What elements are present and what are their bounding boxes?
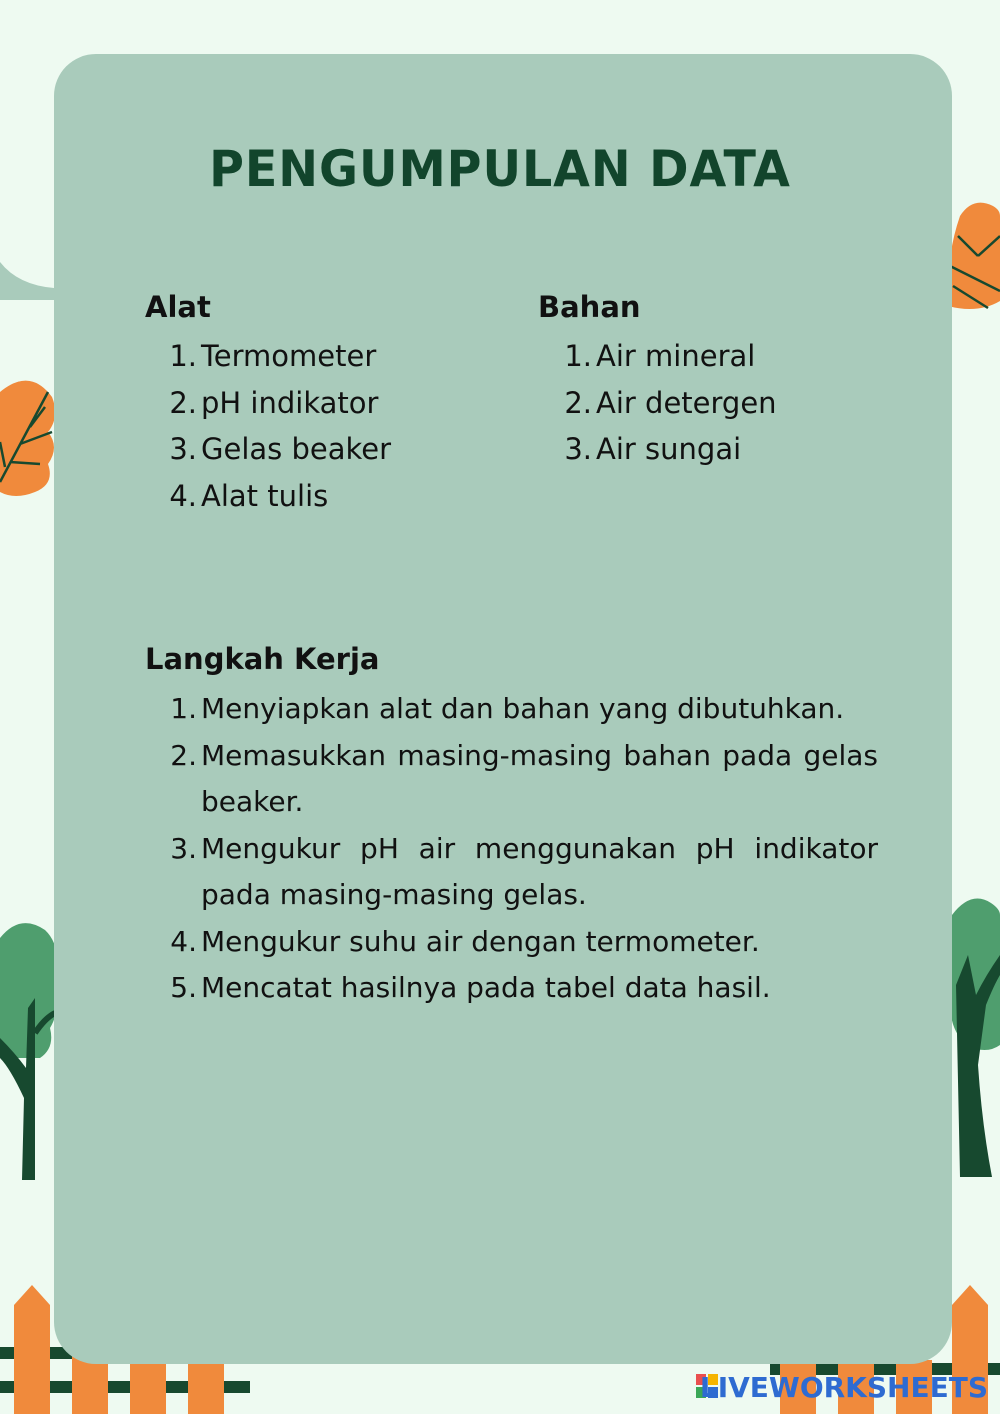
list-item-number: 2.: [169, 385, 197, 420]
list-item-number: 4.: [169, 478, 197, 513]
list-item-text: Mencatat hasilnya pada tabel data hasil.: [201, 971, 771, 1004]
list-item: [540, 380, 880, 427]
list-item-number: 3.: [564, 432, 592, 466]
list-item: [145, 333, 475, 380]
list-item-number: 3.: [169, 432, 197, 466]
list-item-text: Menyiapkan alat dan bahan yang dibutuhkan.: [201, 692, 845, 725]
list-item: [540, 426, 880, 473]
list-item-number: 2.: [564, 385, 592, 420]
list-item-text: Gelas beaker: [201, 432, 392, 466]
list-item-text: Memasukkan masing-masing bahan pada gelas beaker.: [201, 738, 878, 818]
list-item-number: 4.: [170, 924, 197, 958]
langkah-kerja-heading: Langkah Kerja: [145, 642, 380, 676]
list-item-text: Alat tulis: [201, 478, 329, 513]
list-item: [145, 426, 475, 473]
bahan-heading: Bahan: [538, 290, 641, 324]
list-item: [540, 333, 880, 380]
list-item-number: 1.: [564, 339, 592, 373]
list-item-text: Termometer: [201, 339, 377, 373]
list-item-text: Air detergen: [596, 385, 777, 420]
list-item: [145, 380, 475, 427]
list-item: [145, 733, 878, 826]
list-item-number: 1.: [169, 339, 197, 373]
list-item: [145, 919, 878, 966]
list-item-number: 2.: [170, 738, 197, 772]
tree-icon: [946, 895, 1000, 1185]
list-item-number: 3.: [170, 831, 197, 865]
list-item-text: Air mineral: [596, 339, 756, 373]
list-item-number: 5.: [170, 971, 197, 1004]
alat-heading: Alat: [145, 290, 211, 324]
alat-list: [145, 333, 475, 519]
list-item-text: pH indikator: [201, 385, 379, 420]
leaf-icon: [0, 372, 60, 502]
list-item-text: Mengukur suhu air dengan termometer.: [201, 924, 760, 958]
liveworksheets-watermark[interactable]: LIVEWORKSHEETS: [699, 1371, 988, 1404]
list-item-number: 1.: [170, 692, 197, 725]
background-shape-left: [0, 250, 60, 300]
list-item: [145, 686, 878, 733]
list-item: [145, 826, 878, 919]
page-title: PENGUMPULAN DATA: [209, 140, 791, 198]
tree-icon: [0, 918, 60, 1188]
bahan-list: [540, 333, 880, 473]
langkah-kerja-list: [145, 686, 878, 1012]
list-item-text: Mengukur pH air menggunakan pH indikator pada masing-masing gelas.: [201, 831, 878, 911]
list-item: [145, 473, 475, 520]
list-item-text: Air sungai: [596, 432, 742, 466]
leaf-icon: [948, 196, 1000, 316]
list-item: [145, 965, 878, 1012]
